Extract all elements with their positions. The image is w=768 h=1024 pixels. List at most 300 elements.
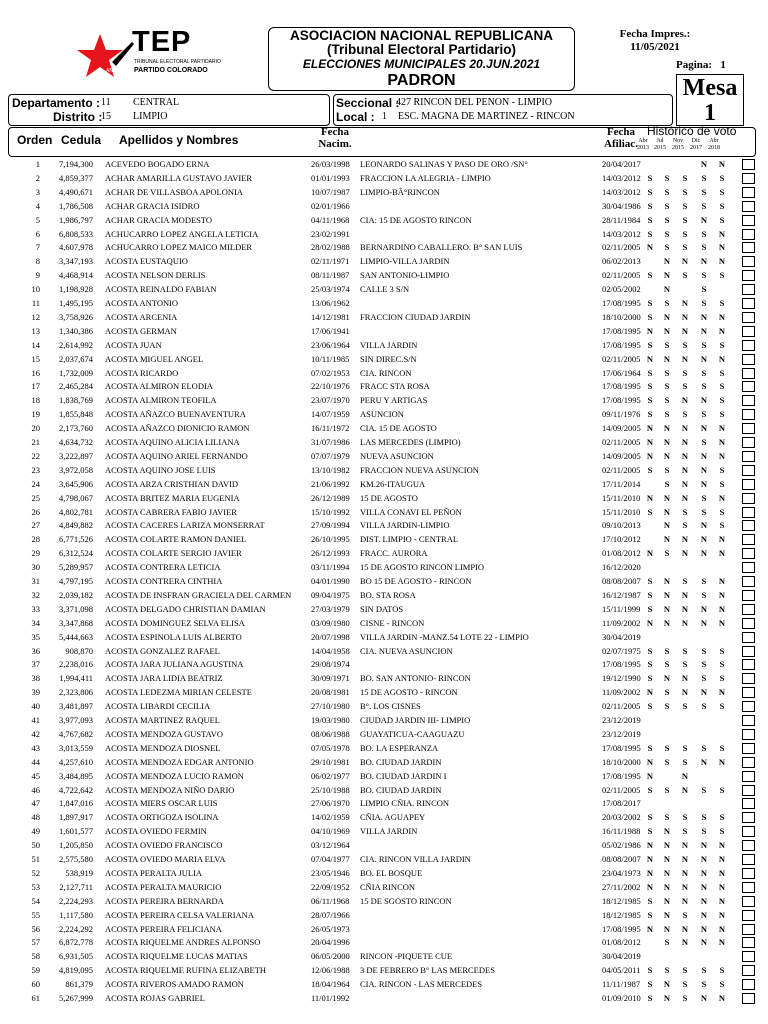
cell-vote: S — [682, 576, 688, 586]
signature-checkbox[interactable] — [742, 979, 755, 990]
cell-orden: 46 — [31, 784, 40, 795]
cell-vote: S — [682, 826, 688, 837]
cell-affiliation-date: 02/11/2005 — [602, 464, 641, 475]
cell-orden: 20 — [31, 423, 40, 434]
cell-cedula: 5,444,663 — [59, 631, 93, 642]
cell-birth-date: 20/07/1998 — [311, 631, 350, 642]
signature-checkbox[interactable] — [742, 437, 755, 448]
cell-cedula: 1,495,195 — [59, 298, 93, 308]
cell-birth-date: 04/11/1968 — [311, 214, 350, 225]
cell-address: CISNE - RINCON — [360, 617, 425, 628]
signature-checkbox[interactable] — [742, 812, 755, 823]
signature-checkbox[interactable] — [742, 965, 755, 976]
cell-vote: N — [700, 353, 708, 364]
cell-vote: S — [719, 520, 725, 531]
cell-birth-date: 08/06/1988 — [311, 728, 350, 739]
local-label: Local : — [336, 110, 375, 124]
table-row — [0, 240, 768, 254]
cell-name: ACOSTA CACERES LARIZA MONSERRAT — [105, 520, 265, 531]
signature-checkbox[interactable] — [742, 785, 755, 796]
signature-checkbox[interactable] — [742, 256, 755, 267]
cell-vote: S — [701, 367, 707, 378]
signature-checkbox[interactable] — [742, 937, 755, 948]
cell-orden: 11 — [31, 298, 40, 308]
table-row — [0, 657, 768, 671]
cell-vote: S — [719, 409, 725, 420]
cell-name: ACOSTA ARCENIA — [105, 311, 178, 322]
cell-cedula: 1,340,386 — [59, 325, 93, 336]
cell-vote: S — [719, 186, 725, 197]
cell-affiliation-date: 17/06/1964 — [602, 367, 641, 378]
cell-birth-date: 10/11/1985 — [311, 353, 350, 364]
cell-vote: N — [681, 881, 689, 892]
cell-address: SIN DIREC.S/N — [360, 353, 417, 364]
cell-name: ACOSTA BRITEZ MARIA EUGENIA — [105, 492, 240, 503]
cell-vote: N — [700, 854, 708, 864]
cell-vote: S — [719, 826, 725, 837]
cell-vote: S — [719, 673, 725, 684]
cell-name: ACOSTA RIQUELME ANDRES ALFONSO — [105, 937, 261, 948]
cell-vote: N — [663, 840, 671, 851]
cell-orden: 60 — [31, 979, 40, 990]
department-label: Departamento : — [12, 96, 101, 110]
table-row — [0, 491, 768, 505]
district-name: LIMPIO — [133, 111, 168, 122]
cell-affiliation-date: 02/05/2002 — [602, 284, 641, 295]
cell-vote: N — [646, 437, 654, 447]
signature-checkbox[interactable] — [742, 159, 755, 170]
logo-line2: PARTIDO COLORADO — [134, 67, 208, 74]
cell-vote: S — [647, 200, 653, 211]
cell-vote: S — [682, 701, 688, 712]
table-row — [0, 463, 768, 477]
header-nacim-line2: Nacim. — [318, 138, 352, 150]
cell-cedula: 4,468,914 — [59, 270, 93, 281]
signature-checkbox[interactable] — [742, 576, 755, 587]
cell-affiliation-date: 27/11/2002 — [602, 881, 641, 892]
cell-orden: 31 — [31, 576, 40, 586]
cell-vote: N — [663, 520, 671, 531]
signature-checkbox[interactable] — [742, 896, 755, 907]
cell-address: VILLA JARDIN — [360, 339, 418, 350]
signature-checkbox[interactable] — [742, 618, 755, 629]
cell-vote: S — [647, 186, 653, 197]
mesa-box — [676, 74, 744, 126]
cell-vote: S — [647, 214, 653, 225]
table-row — [0, 574, 768, 588]
cell-vote: N — [700, 450, 708, 461]
cell-vote: S — [719, 270, 725, 281]
cell-cedula: 3,758,926 — [59, 311, 93, 322]
cell-vote: N — [718, 311, 726, 322]
table-row — [0, 546, 768, 560]
cell-birth-date: 27/06/1970 — [311, 798, 350, 809]
cell-vote: N — [663, 534, 671, 545]
cell-orden: 25 — [31, 492, 40, 503]
cell-birth-date: 29/08/1974 — [311, 659, 350, 670]
cell-birth-date: 13/06/1962 — [311, 298, 350, 308]
cell-birth-date: 25/10/1988 — [311, 784, 350, 795]
signature-checkbox[interactable] — [742, 479, 755, 490]
cell-affiliation-date: 09/10/2013 — [602, 520, 641, 531]
cell-address: SIN DATOS — [360, 603, 404, 614]
cell-vote: S — [682, 756, 688, 767]
cell-affiliation-date: 02/11/2005 — [602, 437, 641, 447]
cell-vote: N — [700, 464, 708, 475]
cell-affiliation-date: 28/11/1984 — [602, 214, 641, 225]
cell-orden: 28 — [31, 534, 40, 545]
signature-checkbox[interactable] — [742, 507, 755, 518]
table-row — [0, 824, 768, 838]
cell-cedula: 1,897,917 — [59, 812, 93, 823]
cell-name: ACOSTA PEREIRA FELICIANA — [105, 923, 222, 934]
cell-birth-date: 23/07/1970 — [311, 395, 350, 406]
svg-text:ANR: ANR — [106, 68, 117, 74]
cell-address: CÑIA RINCON — [360, 881, 416, 892]
signature-checkbox[interactable] — [742, 270, 755, 281]
signature-checkbox[interactable] — [742, 798, 755, 809]
cell-name: ACOSTA GERMAN — [105, 325, 177, 336]
cell-vote: N — [718, 534, 726, 545]
cell-vote: S — [701, 339, 707, 350]
cell-name: ACOSTA AQUINO ALICIA LILIANA — [105, 437, 240, 447]
cell-name: ACHUCARRO LOPEZ ANGELA LETICIA — [105, 228, 259, 239]
cell-birth-date: 27/03/1979 — [311, 603, 350, 614]
signature-checkbox[interactable] — [742, 924, 755, 935]
signature-checkbox[interactable] — [742, 242, 755, 253]
cell-birth-date: 07/05/1978 — [311, 742, 350, 753]
cell-birth-date: 17/06/1941 — [311, 325, 350, 336]
cell-vote: S — [664, 186, 670, 197]
table-row — [0, 963, 768, 977]
signature-checkbox[interactable] — [742, 520, 755, 531]
cell-vote: S — [719, 784, 725, 795]
cell-orden: 1 — [35, 159, 40, 169]
cell-vote: N — [718, 325, 726, 336]
signature-checkbox[interactable] — [742, 632, 755, 643]
cell-address: VILLA JARDIN — [360, 826, 418, 837]
cell-orden: 50 — [31, 840, 40, 851]
cell-orden: 10 — [31, 284, 40, 295]
signature-checkbox[interactable] — [742, 326, 755, 337]
cell-vote: N — [646, 353, 654, 364]
cell-birth-date: 14/02/1959 — [311, 812, 350, 823]
cell-name: ACOSTA COLARTE SERGIO JAVIER — [105, 548, 242, 559]
signature-checkbox[interactable] — [742, 423, 755, 434]
signature-checkbox[interactable] — [742, 882, 755, 893]
signature-checkbox[interactable] — [742, 743, 755, 754]
cell-orden: 54 — [31, 895, 40, 906]
signature-checkbox[interactable] — [742, 659, 755, 670]
cell-vote: N — [681, 867, 689, 878]
cell-birth-date: 15/10/1992 — [311, 506, 350, 517]
cell-orden: 32 — [31, 589, 40, 600]
signature-checkbox[interactable] — [742, 229, 755, 240]
signature-checkbox[interactable] — [742, 548, 755, 559]
signature-checkbox[interactable] — [742, 604, 755, 615]
signature-checkbox[interactable] — [742, 368, 755, 379]
cell-name: ACOSTA PERALTA JULIA — [105, 867, 203, 878]
signature-checkbox[interactable] — [742, 729, 755, 740]
header-afil-line2: Afiliac. — [604, 138, 638, 150]
signature-checkbox[interactable] — [742, 493, 755, 504]
cell-affiliation-date: 20/04/2017 — [602, 159, 641, 169]
cell-vote: N — [700, 687, 708, 698]
print-date — [600, 28, 710, 54]
cell-name: ACOSTA RIQUELME LUCAS MATIAS — [105, 951, 248, 962]
header-nombres: Apellidos y Nombres — [119, 133, 239, 147]
cell-cedula: 2,037,674 — [59, 353, 93, 364]
signature-checkbox[interactable] — [742, 465, 755, 476]
header-orden: Orden — [17, 133, 53, 147]
signature-checkbox[interactable] — [742, 340, 755, 351]
cell-vote: N — [700, 395, 708, 406]
cell-vote: S — [682, 506, 688, 517]
cell-vote: N — [663, 325, 671, 336]
cell-orden: 17 — [31, 381, 40, 392]
cell-vote: N — [700, 325, 708, 336]
table-row — [0, 685, 768, 699]
cell-vote: S — [664, 381, 670, 392]
cell-orden: 57 — [31, 937, 40, 948]
signature-checkbox[interactable] — [742, 201, 755, 212]
cell-vote: N — [718, 881, 726, 892]
district-label: Distrito : — [53, 110, 103, 124]
signature-checkbox[interactable] — [742, 771, 755, 782]
cell-address: 15 DE AGOSTO - RINCON — [360, 687, 458, 698]
cell-vote: N — [681, 395, 689, 406]
signature-checkbox[interactable] — [742, 312, 755, 323]
cell-name: ACOSTA CABRERA FABIO JAVIER — [105, 506, 237, 517]
cell-name: ACOSTA ANTONIO — [105, 298, 179, 308]
cell-birth-date: 07/04/1977 — [311, 854, 350, 864]
header-year-value: 2017 — [690, 145, 702, 151]
table-row — [0, 588, 768, 602]
cell-vote: N — [681, 464, 689, 475]
cell-name: ACOSTA OVIEDO MARIA ELVA — [105, 854, 226, 864]
cell-birth-date: 03/12/1964 — [311, 840, 350, 851]
cell-affiliation-date: 05/02/1986 — [602, 840, 641, 851]
cell-name: ACOSTA PERALTA MAURICIO — [105, 881, 222, 892]
cell-birth-date: 26/12/1993 — [311, 548, 350, 559]
cell-vote: S — [647, 381, 653, 392]
cell-name: ACHAR GRACIA MODESTO — [105, 214, 213, 225]
signature-checkbox[interactable] — [742, 687, 755, 698]
cell-vote: N — [700, 534, 708, 545]
signature-checkbox[interactable] — [742, 910, 755, 921]
cell-birth-date: 07/07/1979 — [311, 450, 350, 461]
cell-cedula: 3,484,895 — [59, 770, 93, 781]
cell-address: FRACCION LA ALEGRIA - LIMPIO — [360, 172, 491, 183]
signature-checkbox[interactable] — [742, 215, 755, 226]
cell-orden: 39 — [31, 687, 40, 698]
department-box — [8, 94, 330, 126]
signature-checkbox[interactable] — [742, 590, 755, 601]
table-row — [0, 505, 768, 519]
cell-vote: N — [646, 548, 654, 559]
table-row — [0, 282, 768, 296]
signature-checkbox[interactable] — [742, 993, 755, 1004]
cell-vote: S — [682, 270, 688, 281]
cell-vote: S — [682, 381, 688, 392]
table-row — [0, 532, 768, 546]
cell-vote: N — [718, 854, 726, 864]
cell-vote: S — [664, 812, 670, 823]
cell-vote: S — [682, 645, 688, 656]
signature-checkbox[interactable] — [742, 284, 755, 295]
cell-affiliation-date: 14/03/2012 — [602, 186, 641, 197]
cell-orden: 34 — [31, 617, 40, 628]
cell-vote: S — [701, 742, 707, 753]
header-year-4 — [706, 138, 722, 152]
cell-vote: S — [701, 965, 707, 976]
cell-vote: S — [701, 242, 707, 253]
cell-vote: N — [718, 242, 726, 253]
cell-vote: S — [647, 812, 653, 823]
cell-vote: S — [701, 673, 707, 684]
signature-checkbox[interactable] — [742, 826, 755, 837]
cell-address: BO. CIUDAD JARDIN — [360, 784, 442, 795]
cell-vote: S — [647, 673, 653, 684]
signature-checkbox[interactable] — [742, 187, 755, 198]
signature-checkbox[interactable] — [742, 562, 755, 573]
cell-vote: S — [664, 242, 670, 253]
cell-affiliation-date: 17/08/2017 — [602, 798, 641, 809]
signature-checkbox[interactable] — [742, 534, 755, 545]
cell-orden: 26 — [31, 506, 40, 517]
cell-affiliation-date: 16/12/2020 — [602, 562, 641, 573]
cell-vote: N — [646, 756, 654, 767]
cell-name: ACOSTA MIERS OSCAR LUIS — [105, 798, 218, 809]
cell-vote: N — [718, 909, 726, 920]
header-year-2 — [670, 138, 686, 152]
cell-vote: S — [682, 186, 688, 197]
cell-vote: N — [681, 534, 689, 545]
table-row — [0, 713, 768, 727]
cell-address: FRACCION NUEVA ASUNCION — [360, 464, 479, 475]
cell-vote: S — [664, 172, 670, 183]
cell-orden: 19 — [31, 409, 40, 420]
cell-vote: N — [681, 603, 689, 614]
cell-address: DIST. LIMPIO - CENTRAL — [360, 534, 459, 545]
signature-checkbox[interactable] — [742, 298, 755, 309]
cell-address: KM.26-ITAUGUA — [360, 478, 426, 489]
signature-checkbox[interactable] — [742, 395, 755, 406]
signature-checkbox[interactable] — [742, 354, 755, 365]
cell-affiliation-date: 14/03/2012 — [602, 228, 641, 239]
cell-vote: S — [701, 172, 707, 183]
cell-vote: S — [664, 742, 670, 753]
cell-vote: S — [719, 506, 725, 517]
cell-vote: N — [663, 437, 671, 447]
cell-vote: S — [647, 339, 653, 350]
cell-vote: N — [700, 548, 708, 559]
cell-cedula: 538,919 — [65, 867, 93, 878]
cell-cedula: 7,194,300 — [59, 159, 93, 169]
cell-cedula: 4,257,610 — [59, 756, 93, 767]
cell-name: ACHAR DE VILLASBOA APOLONIA — [105, 186, 243, 197]
cell-birth-date: 23/06/1964 — [311, 339, 350, 350]
signature-checkbox[interactable] — [742, 951, 755, 962]
signature-checkbox[interactable] — [742, 381, 755, 392]
title-box — [268, 27, 575, 91]
title-line4: PADRON — [387, 72, 456, 89]
cell-vote: S — [701, 437, 707, 447]
table-row — [0, 671, 768, 685]
cell-address: FRACC STA ROSA — [360, 381, 430, 392]
cell-cedula: 6,931,505 — [59, 951, 93, 962]
cell-birth-date: 14/07/1959 — [311, 409, 350, 420]
cell-orden: 12 — [31, 311, 40, 322]
cell-vote: S — [647, 909, 653, 920]
cell-vote: N — [663, 603, 671, 614]
table-row — [0, 393, 768, 407]
cell-name: ACEVEDO BOGADO ERNA — [105, 159, 210, 169]
cell-vote: N — [718, 450, 726, 461]
cell-name: ACOSTA RIVEROS AMADO RAMON — [105, 979, 244, 990]
cell-address: FRACC. AURORA — [360, 548, 428, 559]
cell-address: SAN ANTONIO-LIMPIO — [360, 270, 450, 281]
cell-name: ACOSTA REINALDO FABIAN — [105, 284, 217, 295]
cell-birth-date: 28/02/1988 — [311, 242, 350, 253]
page-number — [676, 59, 726, 71]
cell-vote: N — [646, 867, 654, 878]
table-row — [0, 727, 768, 741]
cell-vote: N — [700, 423, 708, 434]
cell-vote: S — [682, 242, 688, 253]
signature-checkbox[interactable] — [742, 409, 755, 420]
cell-name: ACOSTA AQUINO JOSE LUIS — [105, 464, 216, 475]
table-row — [0, 796, 768, 810]
signature-checkbox[interactable] — [742, 868, 755, 879]
header-nacim-line1: Fecha — [320, 126, 350, 138]
cell-vote: S — [647, 464, 653, 475]
cell-address: LIMPIO-VILLA JARDIN — [360, 256, 450, 267]
signature-checkbox[interactable] — [742, 757, 755, 768]
cell-orden: 40 — [31, 701, 40, 712]
cell-vote: S — [719, 464, 725, 475]
cell-vote: S — [682, 520, 688, 531]
cell-vote: S — [664, 937, 670, 948]
cell-name: ACOSTA LIBARDI CECILIA — [105, 701, 211, 712]
signature-checkbox[interactable] — [742, 840, 755, 851]
signature-checkbox[interactable] — [742, 646, 755, 657]
cell-vote: N — [700, 159, 708, 169]
signature-checkbox[interactable] — [742, 701, 755, 712]
cell-vote: N — [663, 923, 671, 934]
signature-checkbox[interactable] — [742, 451, 755, 462]
cell-affiliation-date: 18/12/1985 — [602, 895, 641, 906]
cell-birth-date: 04/10/1969 — [311, 826, 350, 837]
cell-birth-date: 22/10/1976 — [311, 381, 350, 392]
signature-checkbox[interactable] — [742, 673, 755, 684]
cell-affiliation-date: 17/10/2012 — [602, 534, 641, 545]
table-row — [0, 324, 768, 338]
cell-birth-date: 02/01/1966 — [311, 200, 350, 211]
signature-checkbox[interactable] — [742, 173, 755, 184]
cell-address: 15 DE SGOSTO RINCON — [360, 895, 452, 906]
table-row — [0, 908, 768, 922]
cell-cedula: 4,859,377 — [59, 172, 93, 183]
signature-checkbox[interactable] — [742, 854, 755, 865]
cell-vote: S — [647, 228, 653, 239]
cell-orden: 16 — [31, 367, 40, 378]
cell-vote: S — [682, 812, 688, 823]
cell-vote: S — [647, 311, 653, 322]
cell-address: CIA. RINCON VILLA JARDIN — [360, 854, 471, 864]
signature-checkbox[interactable] — [742, 715, 755, 726]
cell-vote: N — [718, 492, 726, 503]
